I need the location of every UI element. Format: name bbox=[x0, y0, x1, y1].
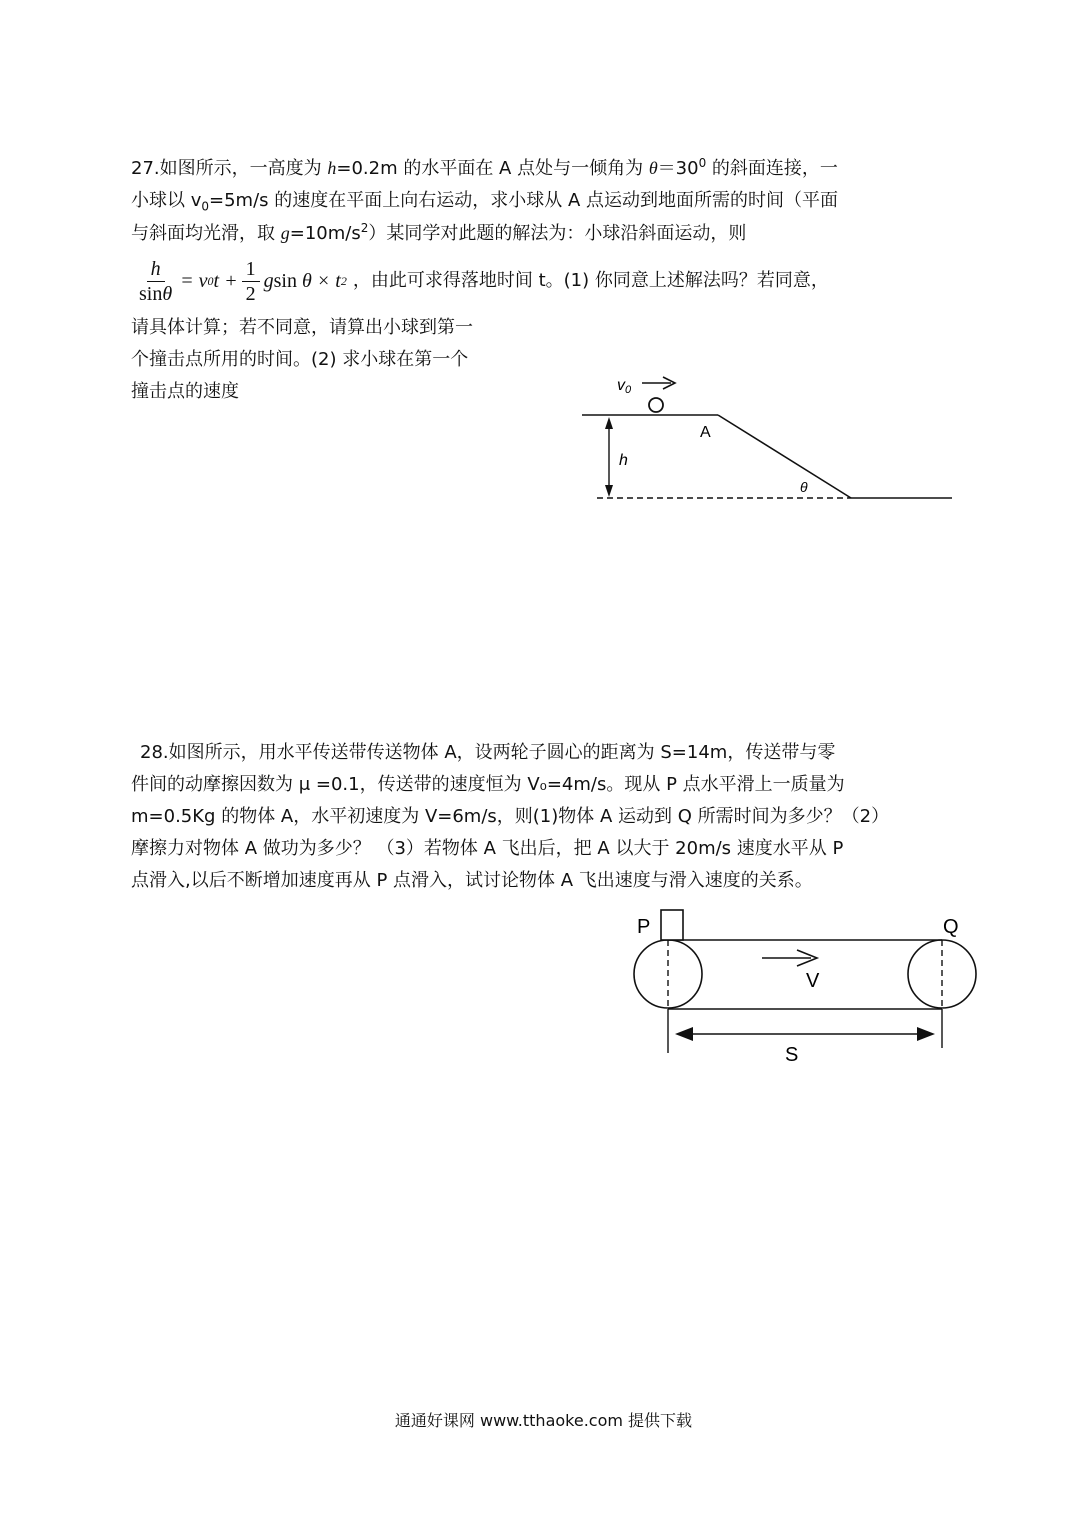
q28-line-2: 件间的动摩擦因数为 μ =0.1，传送带的速度恒为 V₀=4m/s。现从 P 点水平滑上一质量为 bbox=[131, 774, 845, 795]
conveyor-diagram bbox=[625, 903, 980, 1068]
height-arrow bbox=[605, 417, 613, 497]
q27-line-5: 请具体计算；若不同意，请算出小球到第一 bbox=[131, 317, 473, 338]
theta-label: θ bbox=[800, 479, 808, 495]
q27-line-2: 小球以 $v_0=5m/s$ 的速度在平面上向右运动，求小球从 A 点运动到地面所需的时间（平面 bbox=[131, 190, 839, 214]
point-a-label: A bbox=[700, 424, 711, 441]
velocity-arrow bbox=[642, 377, 675, 389]
q27-line-6: 个撞击点所用的时间。(2) 求小球在第一个 bbox=[131, 349, 469, 370]
kinematics-formula: $\frac{h}{\sin\theta}$ = v 0 t + $\frac{1}{2}$ g sin θ × t 2 bbox=[131, 257, 347, 306]
block-a bbox=[661, 910, 683, 940]
v0-label: v0 bbox=[617, 377, 632, 396]
v-label: V bbox=[806, 970, 820, 992]
ball bbox=[649, 398, 663, 412]
q27-line-1: 27.如图所示，一高度为 h=0.2m 的水平面在 A 点处与一倾角为 $\theta=30^0$ 的斜面连接，一 bbox=[131, 156, 838, 179]
q-label: Q bbox=[943, 916, 959, 938]
slope-incline bbox=[718, 415, 851, 498]
belt-velocity-arrow bbox=[762, 950, 817, 966]
question-28 bbox=[131, 737, 970, 897]
q28-line-4: 摩擦力对物体 A 做功为多少？ （3）若物体 A 飞出后，把 A 以大于 20m/s 速度水平从 P bbox=[131, 838, 844, 859]
footer-credit: 通通好课网 www.tthaoke.com 提供下载 bbox=[394, 1411, 693, 1430]
q27-line-3: 与斜面均光滑，取 $g=10m/s^2$）某同学对此题的解法为：小球沿斜面运动，则 bbox=[131, 221, 747, 244]
s-label: S bbox=[785, 1044, 799, 1066]
formula-fraction: $\frac{h}{\sin\theta}$ bbox=[139, 257, 173, 305]
q27-formula-line: $\frac{h}{\sin\theta}$ = v 0 t + $\frac{1}{2}$ g sin θ × t 2 ，由此可求得落地时间 t。(1) 你同意上述解法吗？若同意， bbox=[131, 250, 961, 312]
q28-line-3: m=0.5Kg 的物体 A，水平初速度为 V=6m/s，则(1)物体 A 运动到 Q 所需时间为多少？（2） bbox=[131, 806, 890, 827]
p-label: P bbox=[637, 916, 651, 938]
formula-half: $\frac{1}{2}$ bbox=[242, 257, 260, 306]
q28-line-1: 28.如图所示，用水平传送带传送物体 A，设两轮子圆心的距离为 S=14m，传送带与零 bbox=[140, 742, 836, 763]
q27-line-7: 撞击点的速度 bbox=[131, 381, 239, 402]
slope-diagram bbox=[575, 365, 960, 510]
s-dimension-arrow bbox=[675, 1027, 935, 1041]
h-label: h bbox=[619, 452, 628, 469]
q28-line-5: 点滑入,以后不断增加速度再从 P 点滑入，试讨论物体 A 飞出速度与滑入速度的关系。 bbox=[131, 870, 813, 891]
